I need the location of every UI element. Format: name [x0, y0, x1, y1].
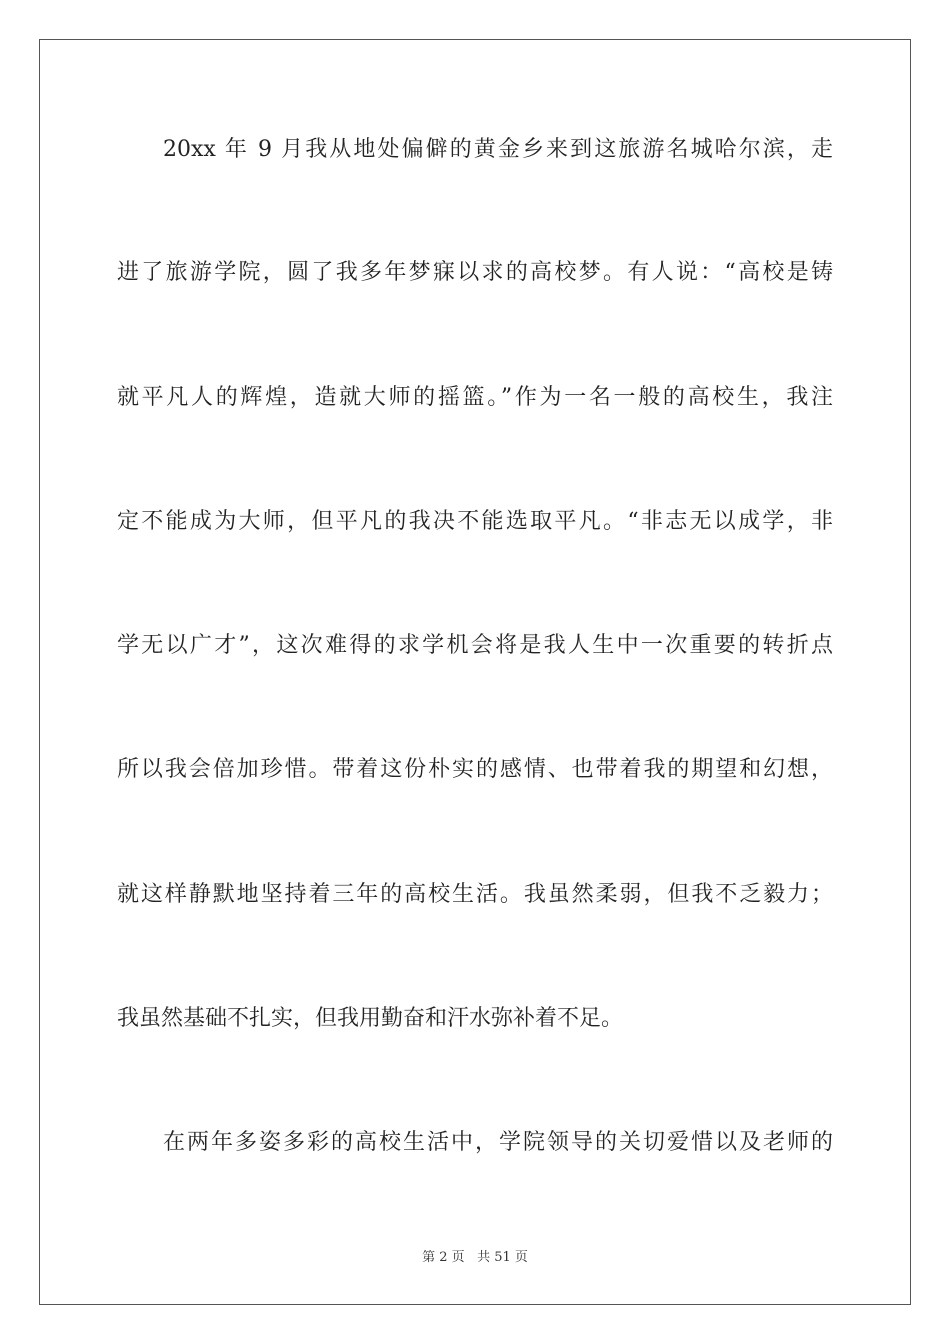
- page-number: 第 2 页: [422, 1250, 465, 1265]
- paragraph-1-line-5: 学无以广才”，这次难得的求学机会将是我人生中一次重要的转折点: [117, 633, 833, 658]
- paragraph-1-line-6: 所以我会倍加珍惜。带着这份朴实的感情、也带着我的期望和幻想，: [117, 757, 833, 782]
- paragraph-1-line-4: 定不能成为大师，但平凡的我决不能选取平凡。“非志无以成学，非: [117, 509, 833, 534]
- paragraph-2-line-1: 在两年多姿多彩的高校生活中，学院领导的关切爱惜以及老师的: [163, 1130, 833, 1155]
- paragraph-1-line-7: 就这样静默地坚持着三年的高校生活。我虽然柔弱，但我不乏毅力；: [117, 882, 833, 907]
- paragraph-1-line-1: 20xx 年 9 月我从地处偏僻的黄金乡来到这旅游名城哈尔滨，走: [163, 137, 833, 162]
- paragraph-1-line-2: 进了旅游学院，圆了我多年梦寐以求的高校梦。有人说：“高校是铸: [117, 260, 833, 285]
- page-footer: [0, 1246, 950, 1265]
- page-total: 共 51 页: [477, 1250, 528, 1265]
- page-border: [39, 39, 911, 1305]
- paragraph-1-line-8: 我虽然基础不扎实，但我用勤奋和汗水弥补着不足。: [117, 1006, 624, 1031]
- paragraph-1-line-3: 就平凡人的辉煌，造就大师的摇篮。”作为一名一般的高校生，我注: [117, 385, 833, 410]
